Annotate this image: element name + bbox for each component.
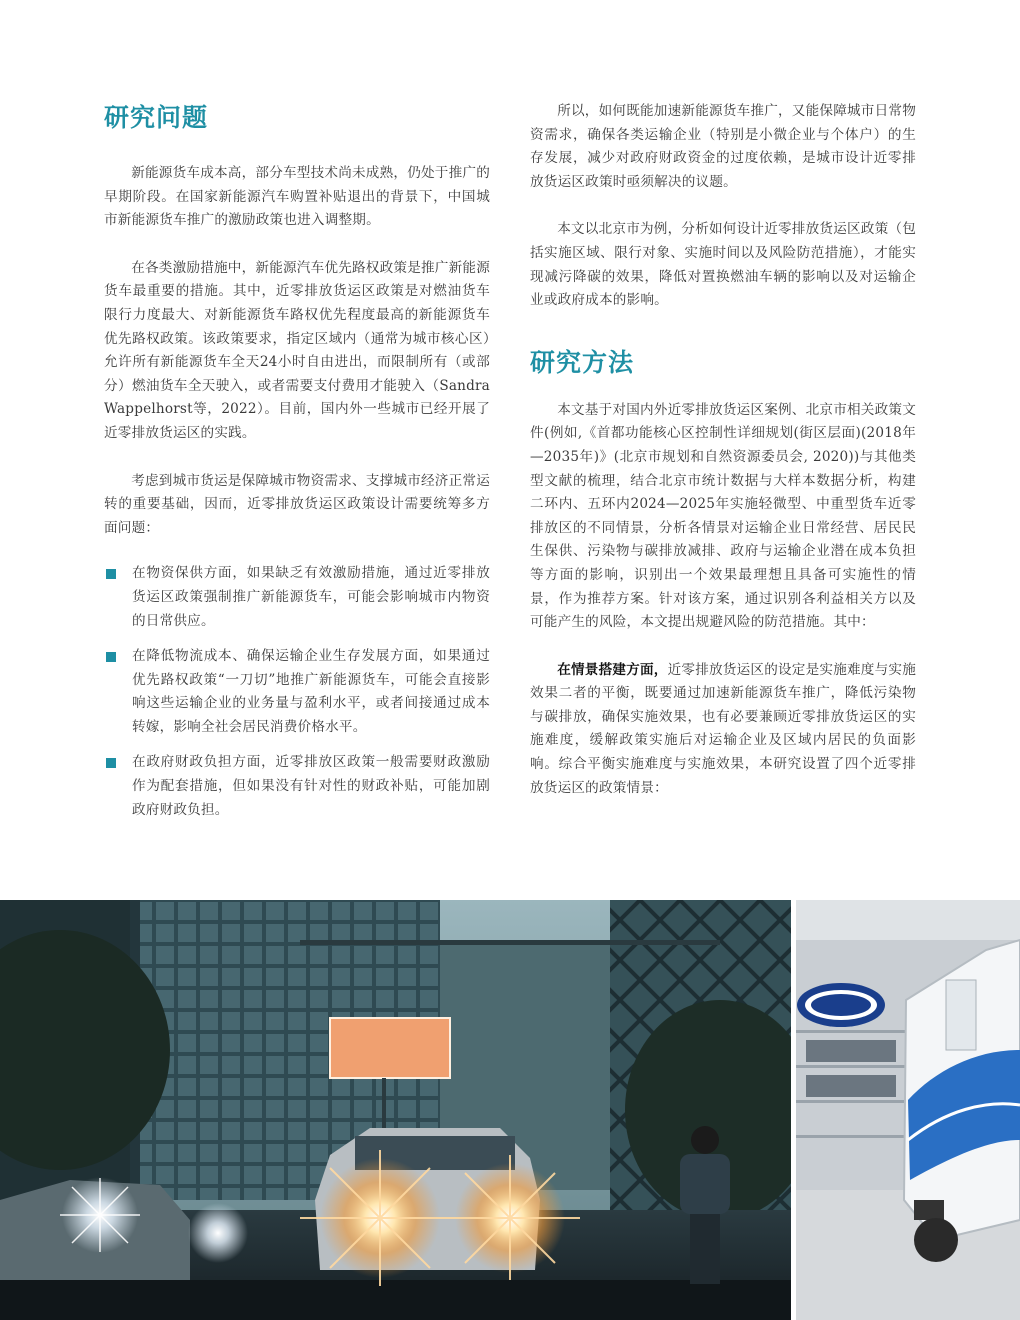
bullet-text: 在物资保供方面，如果缺乏有效激励措施，通过近零排放货运区政策强制推广新能源货车，可能会影响城市内物资的日常供应。 — [132, 565, 490, 629]
list-item — [104, 562, 490, 633]
paragraph: 考虑到城市货运是保障城市物资需求、支撑城市经济正常运转的重要基础，因而，近零排放货运区政策设计需要统筹多方面问题： — [104, 472, 490, 536]
right-column — [530, 100, 916, 800]
left-column — [104, 98, 490, 834]
list-item — [104, 645, 490, 739]
section-title-research-method: 研究方法 — [530, 347, 635, 377]
paragraph: 所以，如何既能加速新能源货车推广，又能保障城市日常物资需求，确保各类运输企业（特别是小微企业与个体户）的生存发展，减少对政府财政资金的过度依赖，是城市设计近零排放货运区政策时亟须解决的议题。 — [530, 103, 916, 190]
bullet-text: 在降低物流成本、确保运输企业生存发展方面，如果通过优先路权政策“一刀切”地推广新能源货车，可能会直接影响这些运输企业的业务量与盈利水平，或者间接通过成本转嫁，影响全社会居民消费价格水平。 — [132, 648, 490, 735]
scenario-text: 近零排放货运区的设定是实施难度与实施效果二者的平衡，既要通过加速新能源货车推广，降低污染物与碳排放，确保实施效果，也有必要兼顾近零排放货运区的实施难度，缓解政策实施后对运输企业及区域内居民的负面影响。综合平衡实施难度与实施效果，本研究设置了四个近零排放货运区的政策情景： — [530, 661, 916, 796]
paragraph: 本文基于对国内外近零排放货运区案例、北京市相关政策文件(例如,《首都功能核心区控制性详细规划(街区层面)(2018年—2035年)》(北京市规划和自然资源委员会, 2020))与其他类型文献的梳理，结合北京市统计数据与大样本数据分析，构建二环内、五环内2024—2025年实施轻微型、中重型货车近零排放区的不同情景，分析各情景对运输企业日常经营、居民民生保供、污染物与碳排放减排、政府与运输企业潜在成本负担等方面的影响，识别出一个效果最理想且具备可实施性的情景，作为推荐方案。针对该方案，通过识别各利益相关方以及可能产生的风险，本文提出规避风险的防范措施。其中： — [530, 401, 916, 631]
scenario-lead: 在情景搭建方面， — [557, 661, 668, 678]
paragraph: 本文以北京市为例，分析如何设计近零排放货运区政策（包括实施区域、限行对象、实施时间以及风险防范措施），才能实现减污降碳的效果，降低对置换燃油车辆的影响以及对运输企业或政府成本的影响。 — [530, 221, 916, 309]
paragraph: 新能源货车成本高，部分车型技术尚未成熟，仍处于推广的早期阶段。在国家新能源汽车购置补贴退出的背景下，中国城市新能源货车推广的激励政策也进入调整期。 — [104, 165, 490, 229]
square-bullet-icon — [106, 652, 116, 662]
square-bullet-icon — [106, 569, 116, 579]
square-bullet-icon — [106, 758, 116, 768]
street-traffic-photo — [0, 900, 791, 1320]
electric-truck-photo — [796, 900, 1020, 1320]
paragraph — [530, 659, 916, 801]
bullet-text: 在政府财政负担方面，近零排放区政策一般需要财政激励作为配套措施，但如果没有针对性的财政补贴，可能加剧政府财政负担。 — [132, 754, 490, 818]
paragraph: 在各类激励措施中，新能源汽车优先路权政策是推广新能源货车最重要的措施。其中，近零排放货运区政策是对燃油货车限行力度最大、对新能源货车路权优先程度最高的新能源货车优先路权政策。该政策要求，指定区域内（通常为城市核心区）允许所有新能源货车全天24小时自由进出，而限制所有（或部分）燃油货车全天驶入，或者需要支付费用才能驶入（Sandra Wappelhorst等，2022）。目前，国内外一些城市已经开展了近零排放货运区的实践。 — [104, 259, 490, 441]
list-item — [104, 751, 490, 822]
bullet-list — [104, 562, 490, 822]
section-title-research-question: 研究问题 — [104, 103, 209, 132]
